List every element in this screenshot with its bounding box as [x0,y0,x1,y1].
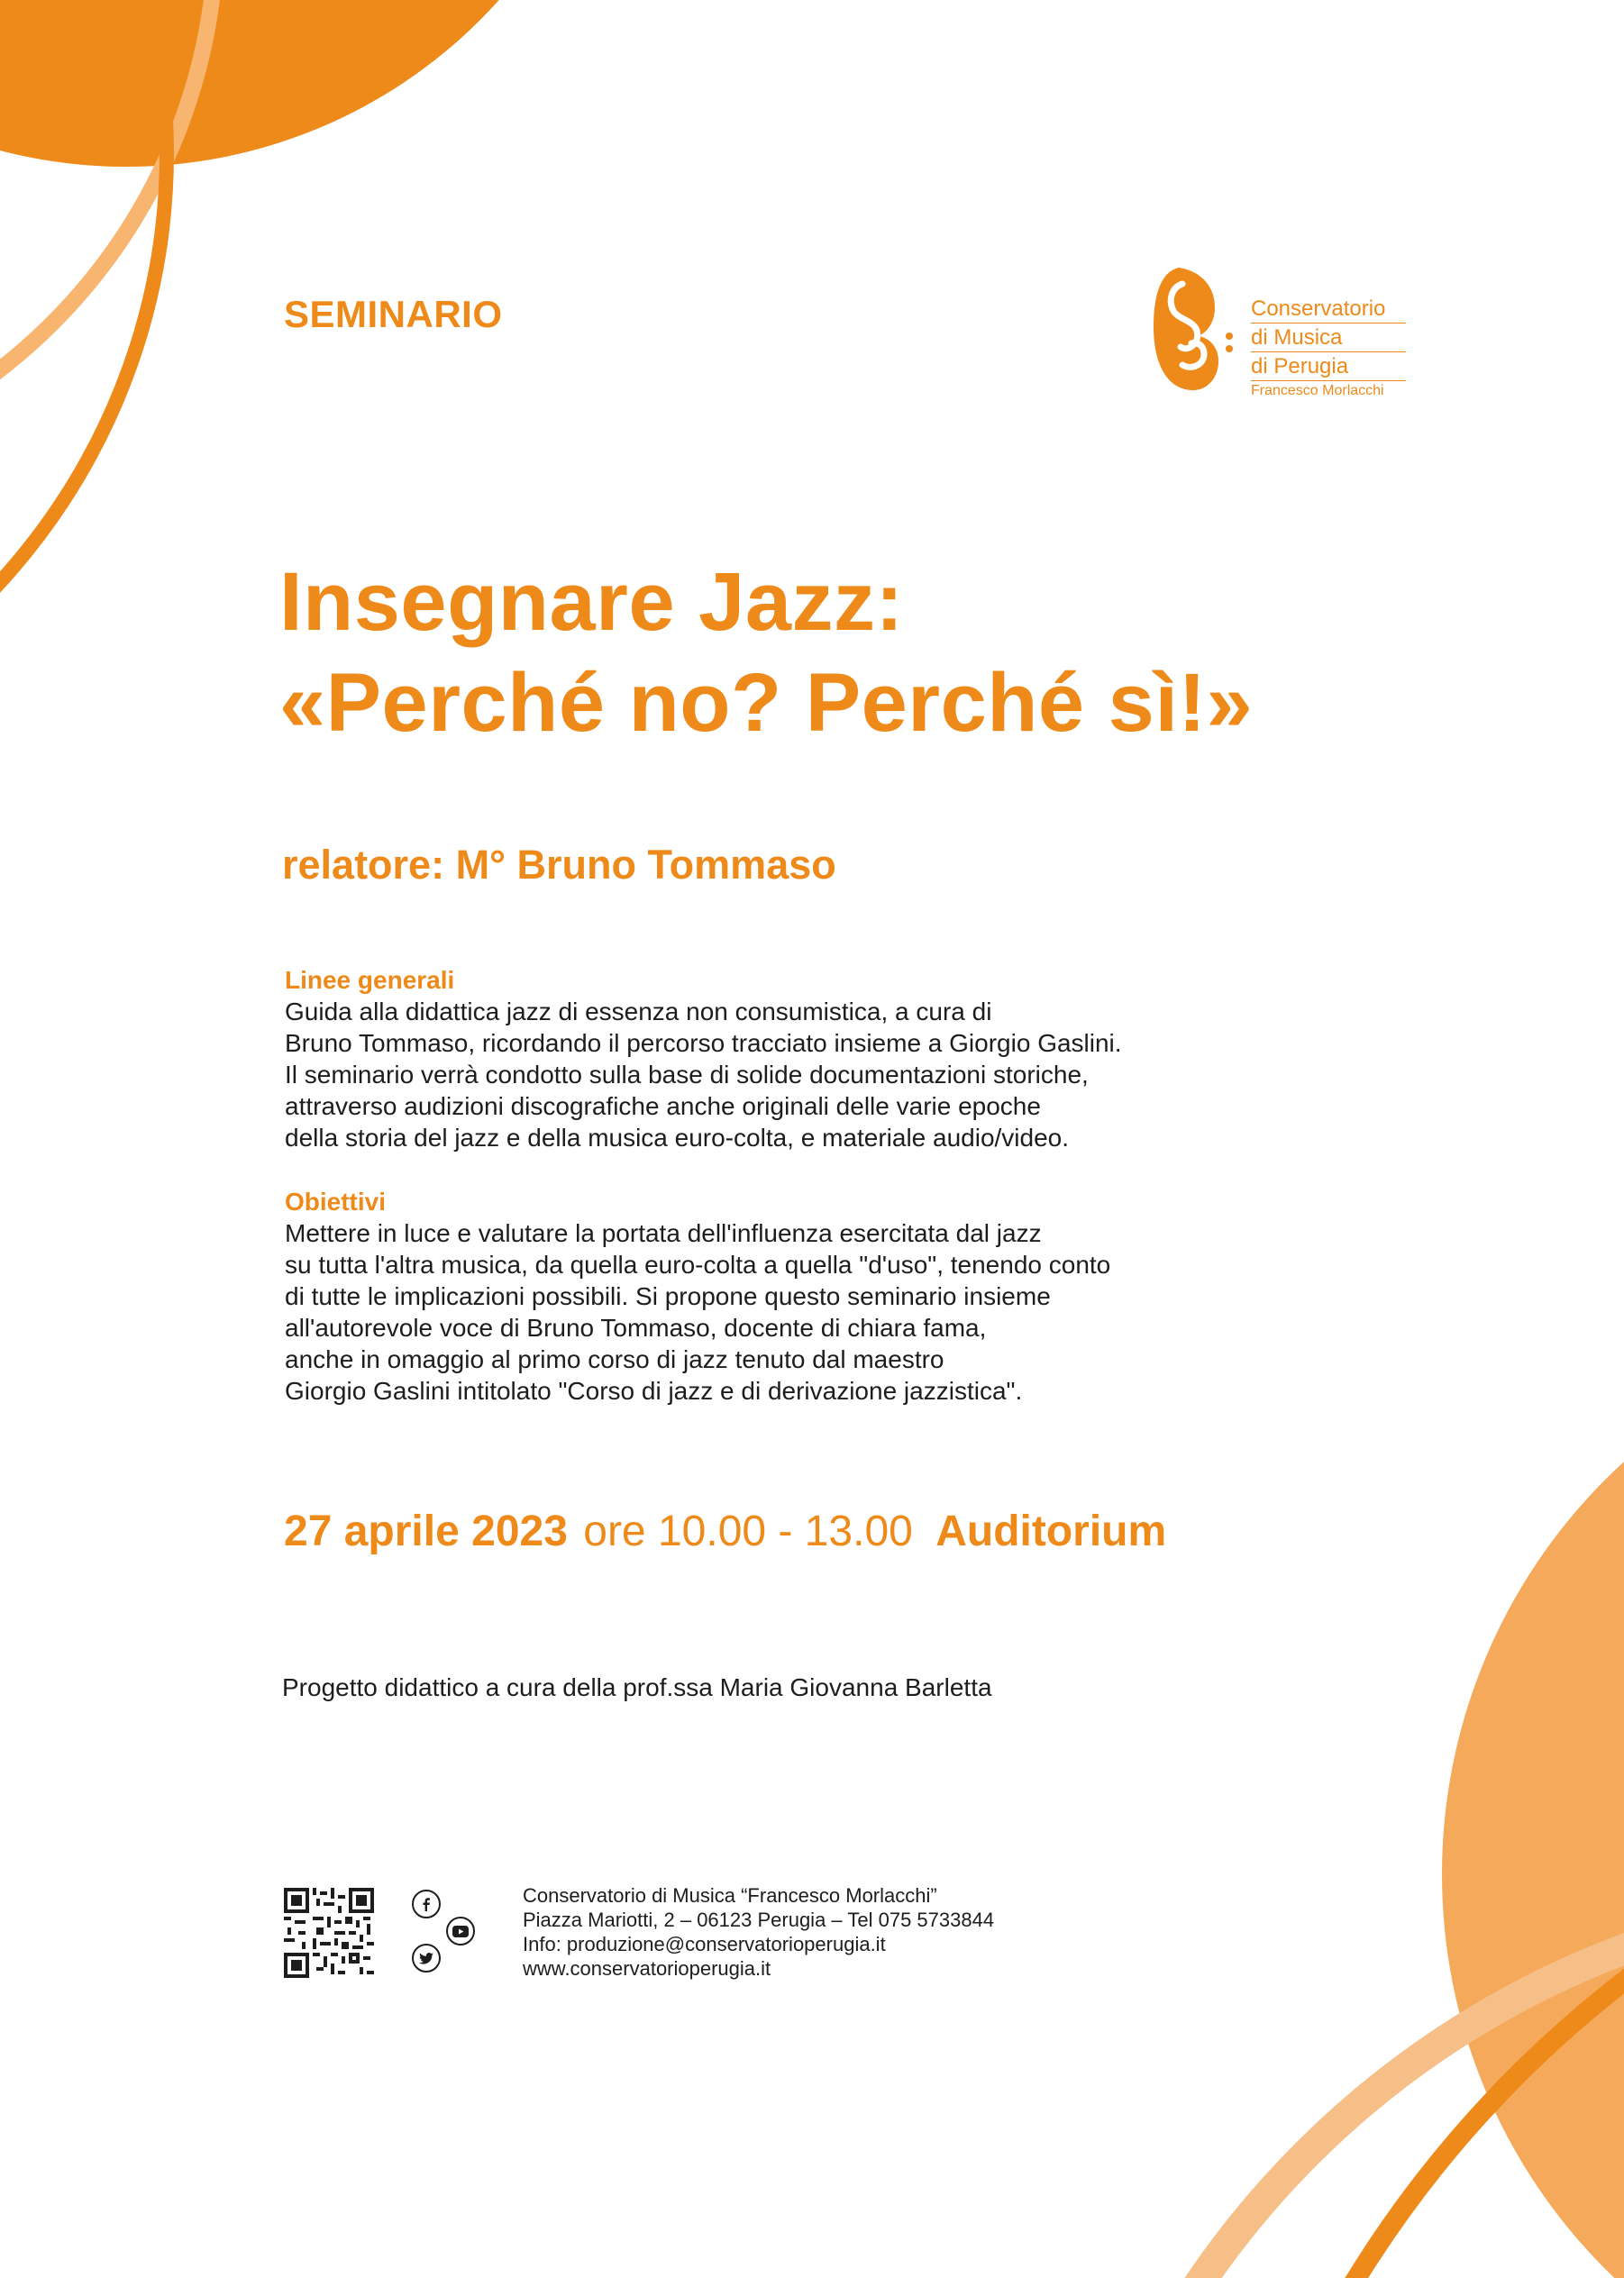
section-linee-generali [285,964,1294,1153]
section-body: Guida alla didattica jazz di essenza non consumistica, a cura di Bruno Tommaso, ricordando il percorso tracciato insieme a Giorgio Gaslini. Il seminario verrà condotto sulla base di solide documentazioni storiche, attraverso audizioni discografiche anche originali delle varie epoche della storia del jazz e della musica euro-colta, e materiale audio/video. [285,998,1122,1152]
event-date: 27 aprile 2023 [284,1508,568,1555]
title-line-1: Insegnare Jazz: [279,556,904,648]
section-obiettivi [285,1186,1294,1407]
event-when [284,1507,1166,1556]
logo-wordmark [1251,295,1406,401]
title-line-2: «Perché no? Perché sì!» [279,657,1254,749]
social-links [410,1890,482,1983]
conservatorio-logo-icon [1152,264,1242,392]
contact-institution: Conservatorio di Musica “Francesco Morlacchi” [523,1884,937,1907]
project-credit: Progetto didattico a cura della prof.ssa Maria Giovanna Barletta [282,1673,992,1701]
event-place: Auditorium [935,1508,1167,1555]
youtube-icon[interactable] [446,1917,475,1945]
section-heading: Linee generali [285,966,455,994]
logo-line-3: di Perugia [1251,352,1406,381]
contact-address: Piazza Mariotti, 2 – 06123 Perugia – Tel 075 5733844 [523,1909,995,1931]
logo-line-1: Conservatorio [1251,295,1406,323]
logo-line-4: Francesco Morlacchi [1251,383,1384,398]
section-body: Mettere in luce e valutare la portata dell'influenza esercitata dal jazz su tutta l'altra musica, da quella euro-colta a quella "d'uso", tenendo conto di tutte le implicazioni possibili. Si propone questo seminario insieme all'autorevole voce di Bruno Tommaso, docente di chiara fama, anche in omaggio al primo corso di jazz tenuto dal maestro Giorgio Gaslini intitolato "Corso di jazz e di derivazione jazzistica". [285,1219,1111,1405]
contact-email[interactable]: Info: produzione@conservatorioperugia.it [523,1933,886,1955]
contact-website[interactable]: www.conservatorioperugia.it [523,1957,771,1980]
twitter-icon[interactable] [412,1944,441,1973]
logo-line-2: di Musica [1251,323,1406,352]
seminar-title [279,551,1253,753]
event-time: ore 10.00 - 13.00 [583,1508,913,1555]
contact-info [523,1883,994,1981]
section-heading: Obiettivi [285,1188,387,1216]
facebook-icon[interactable] [412,1890,441,1918]
speaker: relatore: M° Bruno Tommaso [282,842,836,888]
qr-code-icon[interactable] [284,1888,374,1978]
seminar-kicker: SEMINARIO [284,293,503,335]
top-left-orange-disc [0,0,626,167]
conservatorio-logo [1152,264,1413,399]
